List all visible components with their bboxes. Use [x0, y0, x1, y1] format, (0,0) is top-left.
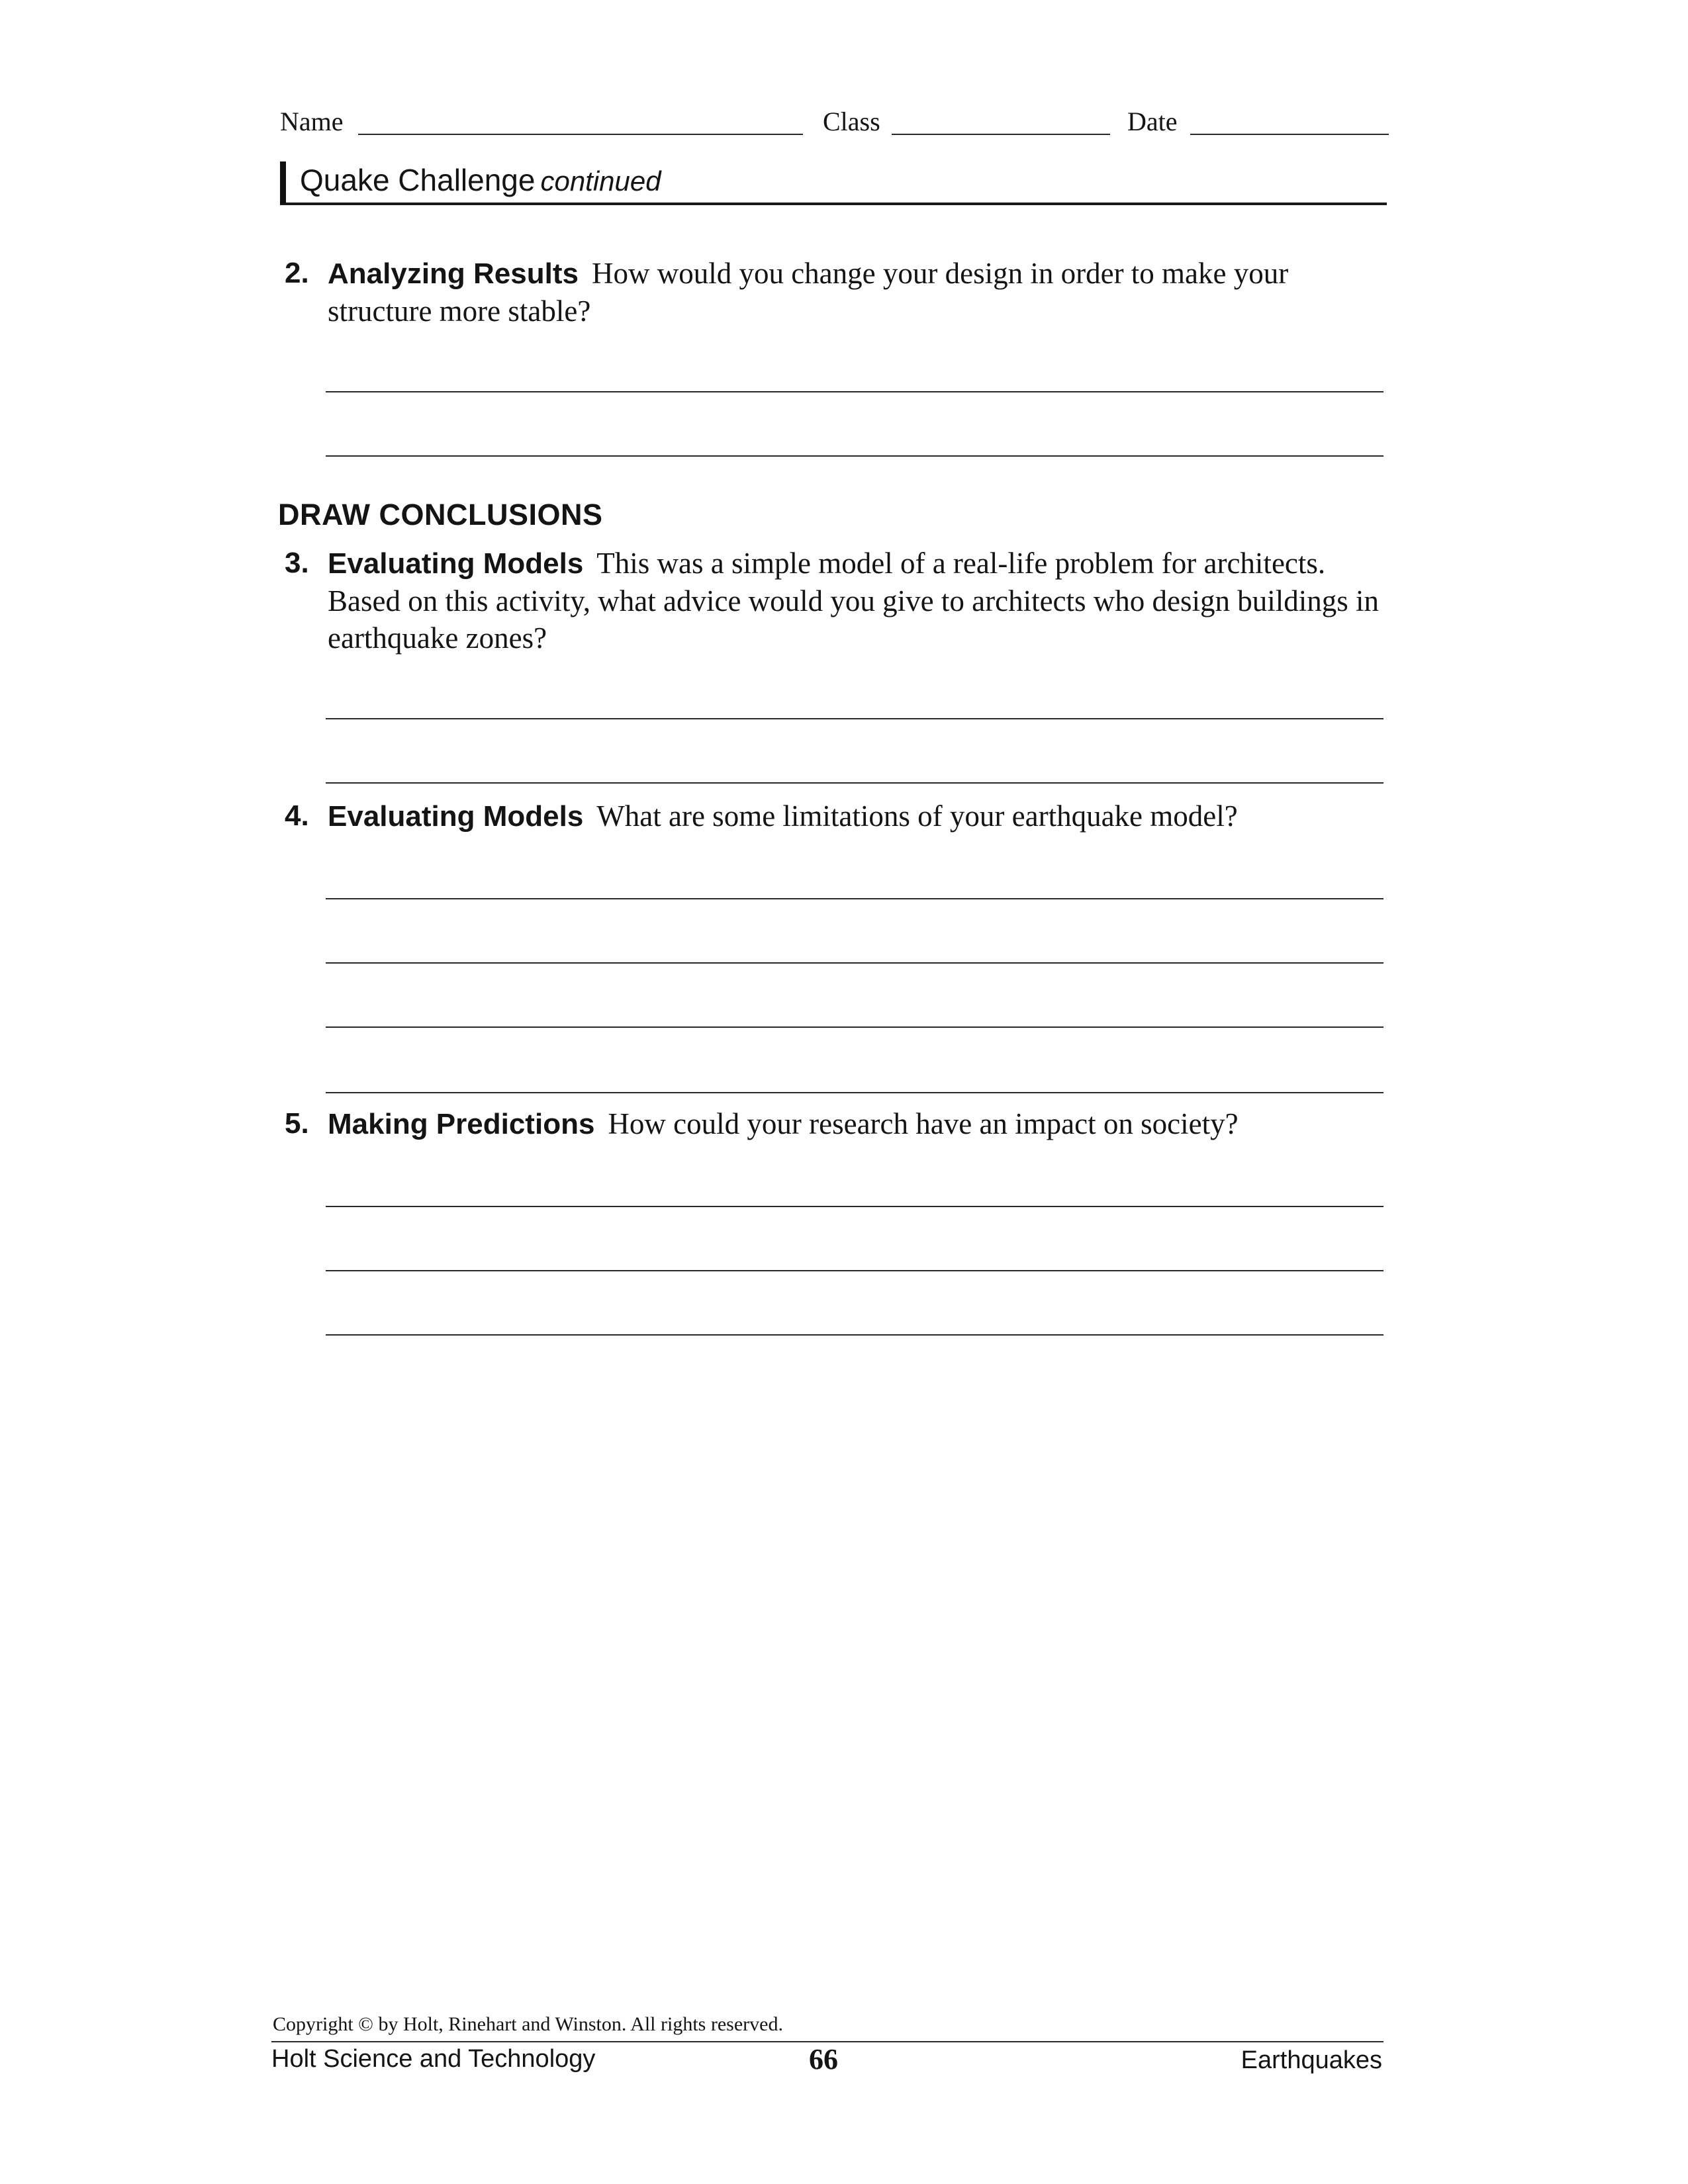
name-field: [280, 99, 803, 139]
worksheet-title-bar: [280, 159, 1387, 205]
question-2: [285, 255, 1397, 330]
question-text: This was a simple model of a real-life problem for architects. Based on this activity, what advice would you give to architects who design buildings in earthquake zones?: [328, 547, 1380, 655]
question-skill: Analyzing Results: [328, 257, 579, 290]
student-info-header: [280, 99, 1387, 139]
question-text: How would you change your design in order to make your structure more stable?: [328, 257, 1289, 328]
question-number: 2.: [285, 257, 309, 289]
question-body: [328, 545, 1397, 657]
question-skill: Evaluating Models: [328, 547, 584, 580]
question-body: [328, 255, 1397, 330]
answer-line[interactable]: [326, 1206, 1383, 1207]
answer-line[interactable]: [326, 1334, 1383, 1336]
publisher-name: Holt Science and Technology: [271, 2045, 596, 2073]
class-label: Class: [823, 107, 880, 136]
question-body: [328, 797, 1397, 835]
question-body: [328, 1105, 1397, 1143]
question-skill: Evaluating Models: [328, 800, 584, 833]
answer-line[interactable]: [326, 782, 1383, 784]
title-continued: continued: [540, 165, 661, 197]
name-label: Name: [280, 107, 344, 136]
question-text: What are some limitations of your earthquake model?: [596, 799, 1238, 833]
page-number: 66: [809, 2043, 838, 2075]
answer-line[interactable]: [326, 1270, 1383, 1271]
worksheet-title: [300, 162, 661, 198]
answer-line[interactable]: [326, 455, 1383, 457]
name-blank-line[interactable]: [358, 134, 803, 135]
question-5: [285, 1105, 1397, 1143]
question-3: [285, 545, 1397, 657]
answer-line[interactable]: [326, 391, 1383, 392]
copyright-notice: Copyright © by Holt, Rinehart and Winston. All rights reserved.: [273, 2013, 783, 2035]
title-marker: [280, 161, 286, 204]
answer-line[interactable]: [326, 1092, 1383, 1093]
question-text: How could your research have an impact on society?: [608, 1107, 1239, 1140]
answer-line[interactable]: [326, 962, 1383, 964]
question-4: [285, 797, 1397, 835]
question-number: 5.: [285, 1107, 309, 1140]
date-field: [1127, 99, 1389, 139]
question-skill: Making Predictions: [328, 1108, 595, 1140]
answer-line[interactable]: [326, 898, 1383, 899]
chapter-name: Earthquakes: [1241, 2046, 1382, 2074]
answer-line[interactable]: [326, 718, 1383, 719]
date-blank-line[interactable]: [1190, 134, 1389, 135]
date-label: Date: [1127, 107, 1178, 136]
question-number: 3.: [285, 547, 309, 579]
section-heading: DRAW CONCLUSIONS: [278, 498, 603, 531]
question-number: 4.: [285, 799, 309, 832]
class-blank-line[interactable]: [892, 134, 1110, 135]
answer-line[interactable]: [326, 1026, 1383, 1028]
title-main: Quake Challenge: [300, 163, 536, 197]
